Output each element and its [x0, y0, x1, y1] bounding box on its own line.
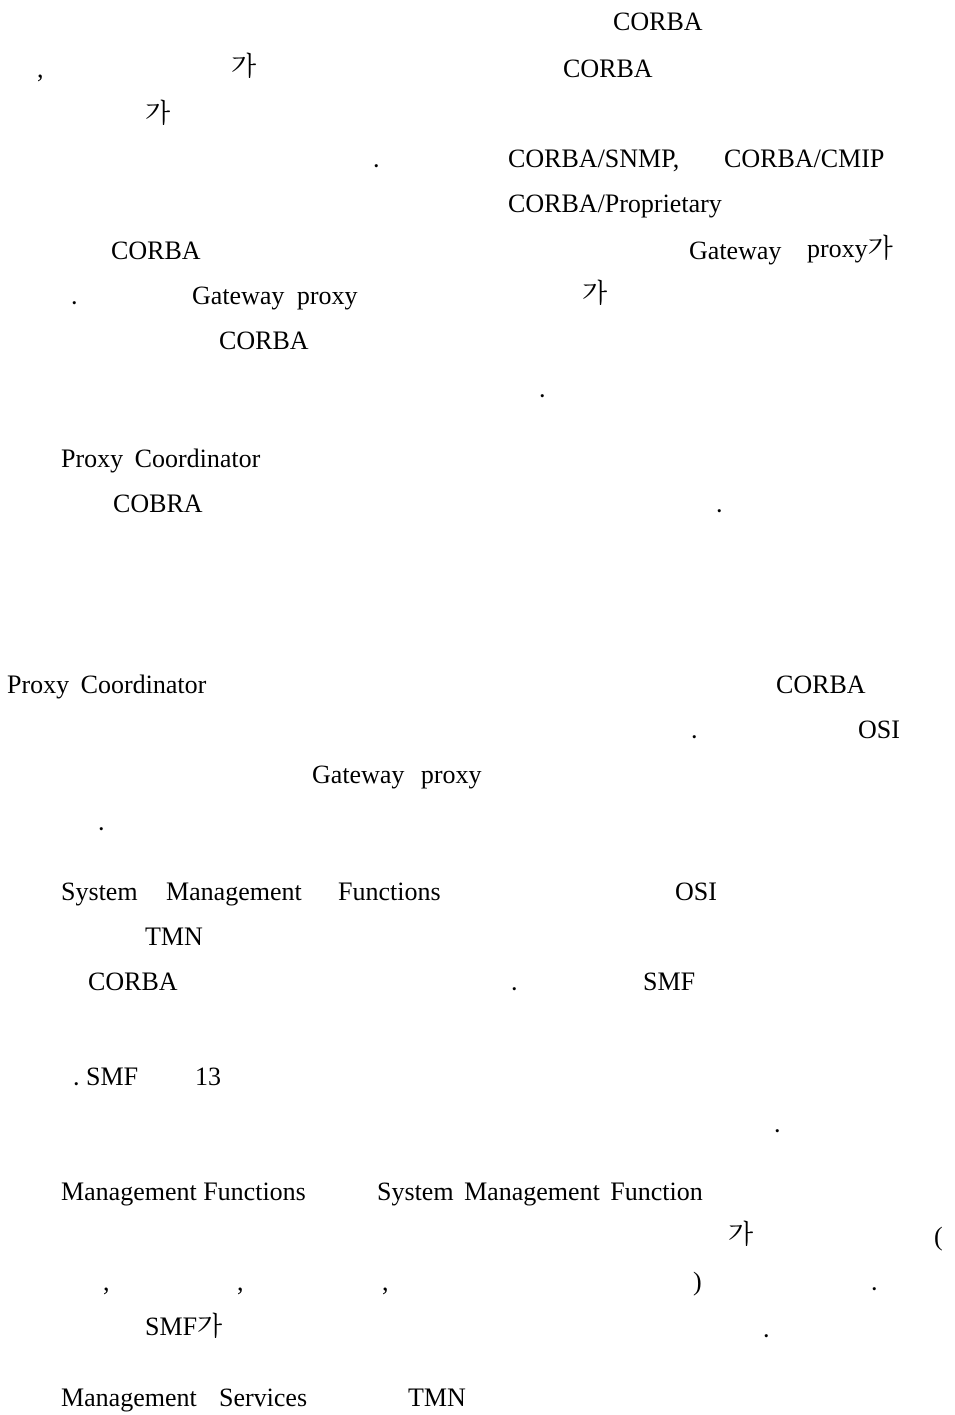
text-fragment: 13 — [195, 1062, 221, 1091]
text-fragment: CORBA — [563, 54, 653, 83]
text-fragment: . SMF — [73, 1062, 139, 1091]
text-fragment: , — [37, 54, 44, 83]
text-fragment: Gateway proxy — [312, 760, 482, 789]
text-fragment: Proxy Coordinator — [7, 670, 207, 699]
text-fragment: Proxy Coordinator — [61, 444, 261, 473]
text-fragment: . — [511, 967, 518, 996]
text-fragment: CORBA — [776, 670, 866, 699]
text-fragment: ) — [693, 1267, 702, 1296]
text-fragment: Management Functions — [61, 1177, 306, 1206]
text-fragment: Services — [219, 1383, 308, 1412]
text-fragment: CORBA/CMIP — [724, 144, 885, 173]
text-fragment: SMF — [643, 967, 696, 996]
text-fragment: COBRA — [113, 489, 203, 518]
text-fragment: . — [71, 281, 78, 310]
text-fragment: OSI — [858, 715, 900, 744]
text-fragment: , — [103, 1267, 110, 1296]
text-fragment: CORBA/SNMP, — [508, 144, 680, 173]
text-fragment: System Management Function — [377, 1177, 703, 1206]
text-fragment: , — [237, 1267, 244, 1296]
text-fragment: 가 — [728, 1220, 754, 1249]
text-fragment: Functions — [338, 877, 441, 906]
text-fragment: ( — [934, 1222, 943, 1251]
text-fragment: CORBA/Proprietary — [508, 189, 722, 218]
text-fragment: , — [382, 1267, 389, 1296]
text-fragment: CORBA — [219, 326, 309, 355]
text-fragment: . — [98, 807, 105, 836]
text-fragment: Gateway — [689, 236, 782, 265]
text-fragment: TMN — [145, 922, 203, 951]
text-fragment: . — [871, 1267, 878, 1296]
text-fragment: SMF가 — [145, 1312, 223, 1341]
text-fragment: Gateway proxy — [192, 281, 358, 310]
text-fragment: . — [539, 374, 546, 403]
text-fragment: . — [716, 489, 723, 518]
text-fragment: CORBA — [111, 236, 201, 265]
text-fragment: Management — [61, 1383, 197, 1412]
text-fragment: CORBA — [613, 7, 703, 36]
text-fragment: 가 — [231, 52, 257, 81]
text-fragment: System — [61, 877, 138, 906]
text-fragment: proxy가 — [807, 234, 893, 263]
text-fragment: . — [373, 144, 380, 173]
text-fragment: CORBA — [88, 967, 178, 996]
text-fragment: . — [691, 715, 698, 744]
text-fragment: TMN — [408, 1383, 466, 1412]
text-fragment: Management — [166, 877, 302, 906]
text-fragment: . — [774, 1109, 781, 1138]
text-fragment: 가 — [145, 99, 171, 128]
text-fragment: 가 — [582, 279, 608, 308]
text-fragment: OSI — [675, 877, 717, 906]
text-fragment: . — [763, 1314, 770, 1343]
